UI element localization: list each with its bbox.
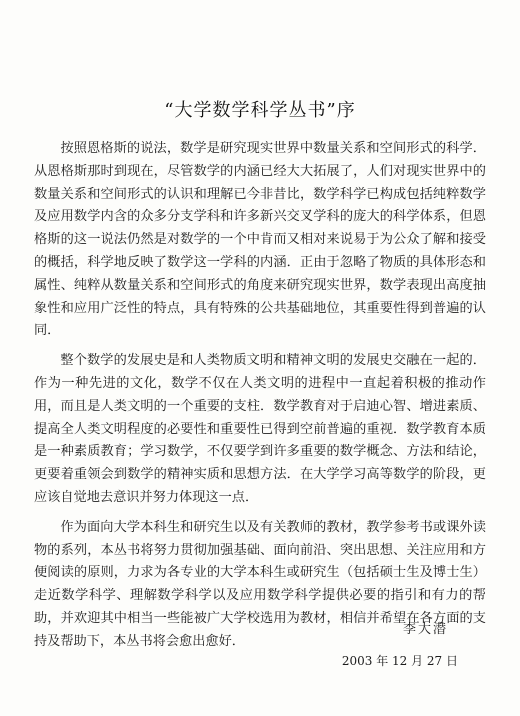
author-signature: 李大潜	[402, 622, 448, 637]
paragraph-1: 按照恩格斯的说法，数学是研究现实世界中数量关系和空间形式的科学．从恩格斯那时到现在，尽管数学的内涵已经大大拓展了，人们对现实世界中的数量关系和空间形式的认识和理解已今非昔比，数学科学已构成包括纯粹数学及应用数学内含的众多分支学科和许多新兴交叉学科的庞大的科学体系，但恩格斯的这一说法仍然是对数学的一个中肯而又相对来说易于为公众了解和接受的概括，科学地反映了数学这一学科的内涵．正由于忽略了物质的具体形态和属性、纯粹从数量关系和空间形式的角度来研究现实世界，数学表现出高度抽象性和应用广泛性的特点，具有特殊的公共基础地位，其重要性得到普遍的认同．	[34, 141, 486, 339]
document-title: “大学数学科学丛书”序	[164, 100, 356, 121]
document-date: 2003 年 12 月 27 日	[341, 654, 458, 668]
paragraph-2: 整个数学的发展史是和人类物质文明和精神文明的发展史交融在一起的．作为一种先进的文化，数学不仅在人类文明的进程中一直起着积极的推动作用，而且是人类文明的一个重要的支柱．数学教育对于启迪心智、增进素质、提高全人类文明程度的必要性和重要性已得到空前普遍的重视．数学教育本质是一种素质教育；学习数学，不仅要学到许多重要的数学概念、方法和结论，更要着重领会到数学的精神实质和思想方法．在大学学习高等数学的阶段，更应该自觉地去意识并努力体现这一点．	[34, 353, 486, 505]
paragraph-3: 作为面向大学本科生和研究生以及有关教师的教材，教学参考书或课外读物的系列，本丛书将努力贯彻加强基础、面向前沿、突出思想、关注应用和方便阅读的原则，力求为各专业的大学本科生或研究生（包括硕士生及博士生）走近数学科学、理解数学科学以及应用数学科学提供必要的指引和有力的帮助，并欢迎其中相当一些能被广大学校选用为教材，相信并希望在各方面的支持及帮助下，本丛书将会愈出愈好．	[34, 519, 486, 649]
document-body	[34, 138, 486, 661]
